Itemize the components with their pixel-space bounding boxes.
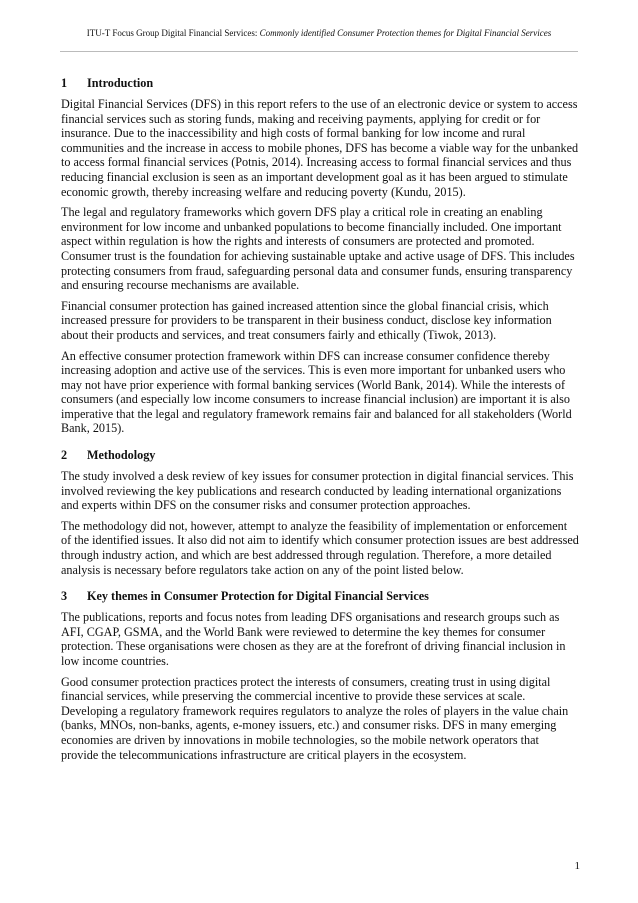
section-heading-methodology bbox=[61, 448, 579, 463]
paragraph: Financial consumer protection has gained increased attention since the global financial crisis, which increased pressure for providers to be transparent in their business conduct, disclose key information about their products and services, and treat consumers fairly and ethically (Tiwok, 2013). bbox=[61, 298, 552, 342]
header-rule bbox=[60, 51, 578, 52]
running-header-title: Commonly identified Consumer Protection themes for Digital Financial Services bbox=[259, 28, 552, 38]
running-header-prefix: ITU-T Focus Group Digital Financial Services: bbox=[86, 28, 260, 38]
paragraph: An effective consumer protection framework within DFS can increase consumer confidence thereby increasing adoption and active use of the services. This is even more important for unbanked users who may not have prior experience with formal banking services (World Bank, 2014). While the interests of consumers (and especially low income consumers to increase financial inclusion) are important it is also imperative that the legal and regulatory framework remains fair and balanced for all stakeholders (World Bank, 2015). bbox=[61, 348, 572, 436]
paragraph: The legal and regulatory frameworks which govern DFS play a critical role in creating an enabling environment for low income and unbanked populations to become financially included. One important aspect within regulation is how the rights and interests of consumers are protected and promoted. Consumer trust is the foundation for achieving sustainable uptake and active usage of DFS. This includes protecting consumers from fraud, safeguarding personal data and consumer funds, ensuring transparency and ensuring recourse mechanisms are available. bbox=[61, 205, 575, 293]
paragraph: The study involved a desk review of key issues for consumer protection in digital financial services. This involved reviewing the key publications and research conducted by leading international organizations and experts within DFS on the consumer risks and consumer protection approaches. bbox=[61, 469, 574, 513]
running-header bbox=[40, 27, 598, 39]
section-title: Key themes in Consumer Protection for Digital Financial Services bbox=[87, 589, 429, 604]
section-heading-introduction bbox=[61, 76, 579, 91]
paragraph: The publications, reports and focus notes from leading DFS organisations and research groups such as AFI, CGAP, GSMA, and the World Bank were reviewed to determine the key themes for consumer protection. These organisations were chosen as they are at the forefront of driving financial inclusion in low income countries. bbox=[61, 610, 566, 668]
section-title: Methodology bbox=[87, 448, 156, 463]
paragraph: Digital Financial Services (DFS) in this report refers to the use of an electronic device or system to access financial services such as storing funds, making and receiving payments, applying for credit or for insurance. Due to the inaccessibility and high costs of formal banking for low income and rural communities and the increase in access to mobile phones, DFS has become a viable way for the unbanked to access formal financial services (Potnis, 2014). Increasing access to formal financial services and thus reducing financial exclusion is seen as an important development goal as it has been argued to stimulate economic growth, thereby increasing welfare and reducing poverty (Kundu, 2015). bbox=[61, 97, 579, 199]
section-heading-key-themes bbox=[61, 589, 579, 604]
paragraph: The methodology did not, however, attempt to analyze the feasibility of implementation or enforcement of the identified issues. It also did not aim to identify which consumer protection issues are best addressed through industry action, and which are best addressed through regulation. Therefore, a more detailed analysis is necessary before regulators take action on any of the point listed below. bbox=[61, 518, 579, 577]
section-number: 2 bbox=[61, 448, 68, 463]
document-body bbox=[61, 76, 579, 768]
section-number: 3 bbox=[61, 589, 68, 604]
page-number: 1 bbox=[574, 860, 580, 872]
paragraph: Good consumer protection practices protect the interests of consumers, creating trust in using digital financial services, while preserving the commercial incentive to provide these services at scale. Developing a regulatory framework requires regulators to analyze the roles of players in the value chain (banks, MNOs, non-banks, agents, e-money issuers, etc.) and consumer risks. DFS in many emerging economies are driven by innovations in mobile technologies, so the mobile network operators that provide the telecommunications infrastructure are critical players in the ecosystem. bbox=[61, 674, 569, 762]
section-title: Introduction bbox=[87, 76, 154, 90]
section-number: 1 bbox=[61, 76, 68, 90]
